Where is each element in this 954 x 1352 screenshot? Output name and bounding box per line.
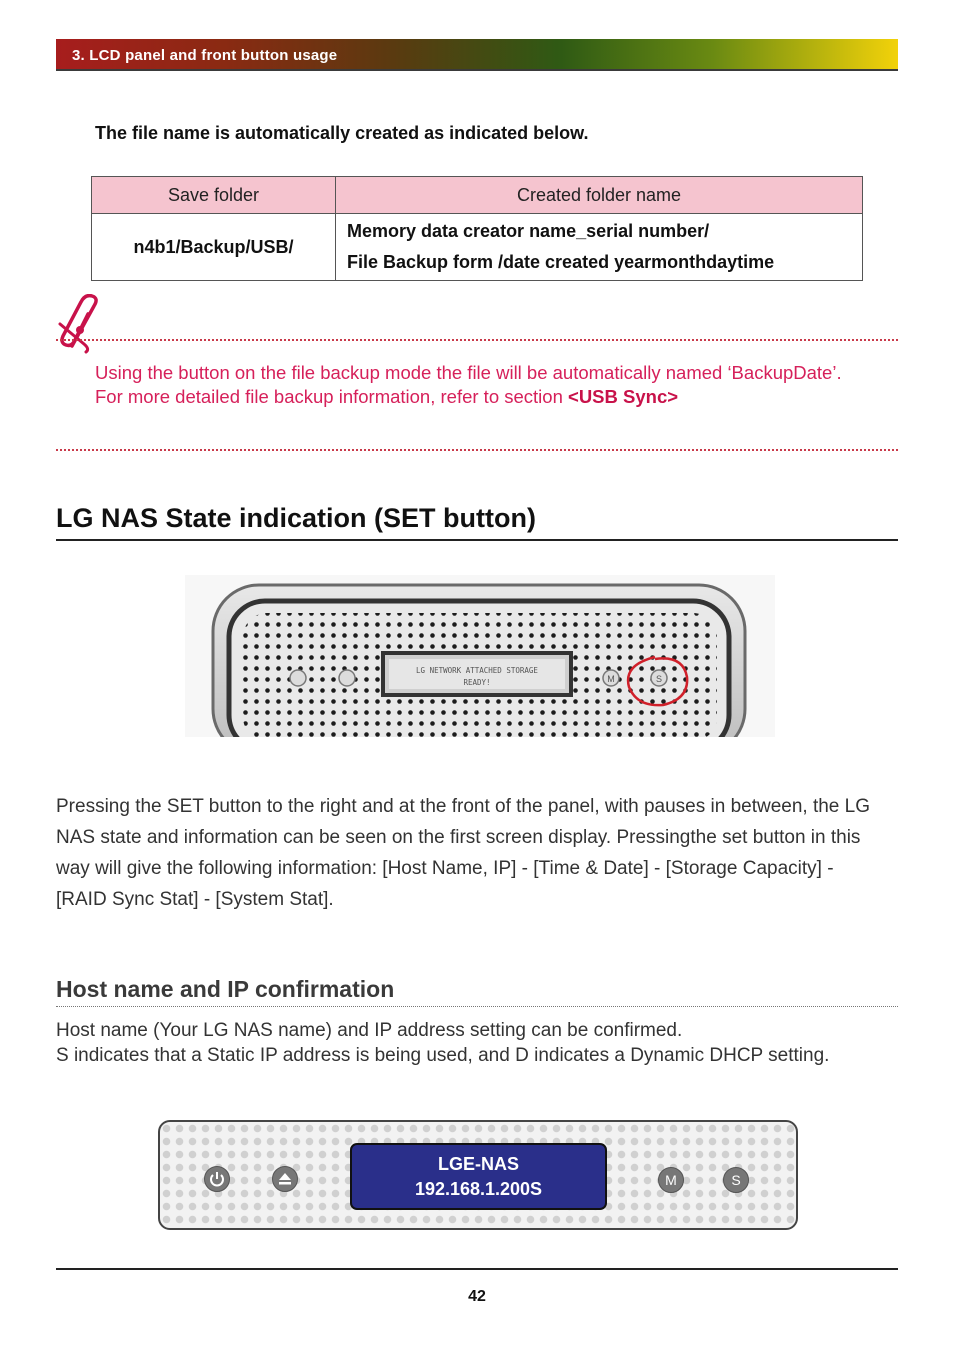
- photo-eject-button: [339, 670, 355, 686]
- nas-front-panel-photo: [185, 575, 775, 737]
- chapter-title: 3. LCD panel and front button usage: [72, 47, 338, 64]
- subsection-line-1: Host name (Your LG NAS name) and IP address setting can be confirmed.: [56, 1020, 683, 1041]
- note-bottom-divider: [56, 449, 898, 451]
- section-rule: [56, 539, 898, 541]
- paperclip-note-icon: [54, 294, 110, 354]
- photo-screen-line-1: LG NETWORK ATTACHED STORAGE: [416, 666, 538, 675]
- note-body: Using the button on the file backup mode the file will be automatically named ‘BackupDate’. For more detailed file backup information, refer to section: [95, 362, 842, 407]
- table-row: [92, 214, 863, 281]
- footer-rule: [56, 1268, 898, 1270]
- table-header-row: [92, 177, 863, 214]
- created-folder-line-2: File Backup form /date created yearmonthdaytime: [347, 252, 775, 272]
- lcd-host-name: LGE-NAS: [438, 1154, 519, 1174]
- table-header-save-folder: Save folder: [92, 177, 336, 214]
- lcd-ip-address: 192.168.1.200S: [414, 1179, 543, 1199]
- subsection-line-2: S indicates that a Static IP address is being used, and D indicates a Dynamic DHCP setting.: [56, 1044, 830, 1066]
- note-top-divider: [56, 339, 898, 341]
- lcd-panel-illustration: [158, 1120, 798, 1230]
- photo-screen-line-2: READY!: [463, 678, 491, 687]
- save-folder-cell: n4b1/Backup/USB/: [92, 214, 336, 281]
- subsection-text: [56, 1019, 876, 1068]
- s-button: S: [723, 1167, 749, 1193]
- note-text: [95, 361, 870, 408]
- created-folder-cell: [336, 214, 863, 281]
- photo-power-button: [290, 670, 306, 686]
- intro-text: The file name is automatically created as indicated below.: [95, 123, 589, 143]
- m-button: M: [658, 1167, 684, 1193]
- photo-m-label: M: [607, 674, 615, 684]
- folder-name-table: [91, 176, 863, 281]
- lcd-screen: [350, 1143, 607, 1210]
- photo-s-label: S: [655, 674, 663, 684]
- page-number: 42: [468, 1288, 486, 1305]
- usb-sync-reference: <USB Sync>: [568, 385, 679, 407]
- power-icon: [204, 1166, 230, 1192]
- table-header-created-folder: Created folder name: [336, 177, 863, 214]
- section-title: LG NAS State indication (SET button): [56, 503, 536, 533]
- set-button-description: Pressing the SET button to the right and at the front of the panel, with pauses in between, the LG NAS state and information can be seen on the first screen display. Pressingthe set button in this way will give the following information: [Host Name, IP] - [Time & Date] - [Storage Capacity] - [RAID Sync Stat] - [System Stat].: [56, 796, 871, 910]
- subsection-rule: [56, 1006, 898, 1007]
- chapter-header-bar: [56, 39, 898, 71]
- created-folder-line-1: Memory data creator name_serial number/: [347, 221, 710, 241]
- eject-icon: [272, 1166, 298, 1192]
- subsection-title: Host name and IP confirmation: [56, 976, 395, 1002]
